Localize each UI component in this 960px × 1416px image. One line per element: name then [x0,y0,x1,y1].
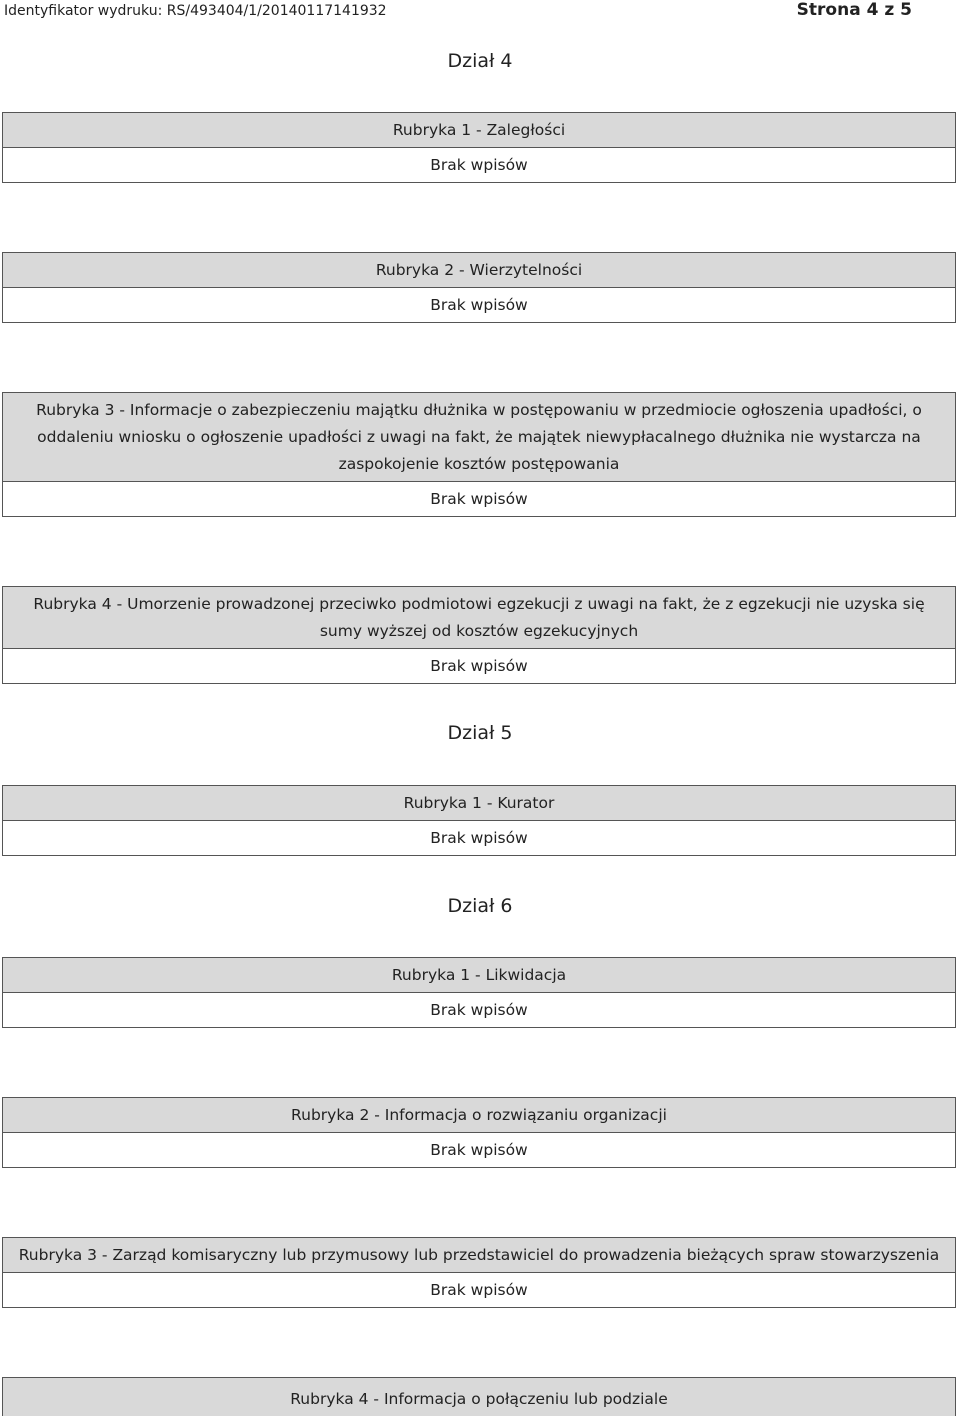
rubric-title: Rubryka 3 - Informacje o zabezpieczeniu majątku dłużnika w postępowaniu w przedmiocie ogłoszenia upadłości, o oddaleniu wniosku o ogłoszenie upadłości z uwagi na fakt, że majątek niewypłacalnego dłużnika nie wystarcza na zaspokojenie kosztów postępowania [3,393,955,482]
rubric-title: Rubryka 1 - Kurator [3,786,955,821]
section-title-dzial-5: Dział 5 [447,722,513,744]
rubric-title: Rubryka 2 - Wierzytelności [3,253,955,288]
rubric-box-d4-r1 [2,112,956,183]
section-title-dzial-4: Dział 4 [447,50,513,72]
rubric-value: Brak wpisów [3,1133,955,1167]
rubric-value: Brak wpisów [3,649,955,683]
rubric-box-d4-r3 [2,392,956,517]
rubric-box-d6-r3 [2,1237,956,1308]
rubric-box-d4-r4 [2,586,956,684]
rubric-box-d6-r2 [2,1097,956,1168]
rubric-title: Rubryka 2 - Informacja o rozwiązaniu organizacji [3,1098,955,1133]
section-title-dzial-6: Dział 6 [447,895,513,917]
rubric-title: Rubryka 1 - Zaległości [3,113,955,148]
rubric-value: Brak wpisów [3,993,955,1027]
rubric-value: Brak wpisów [3,288,955,322]
print-identifier: Identyfikator wydruku: RS/493404/1/20140117141932 [4,3,387,19]
rubric-value: Brak wpisów [3,821,955,855]
rubric-title: Rubryka 4 - Umorzenie prowadzonej przeciwko podmiotowi egzekucji z uwagi na fakt, że z egzekucji nie uzyska się sumy wyższej od kosztów egzekucyjnych [3,587,955,649]
rubric-title: Rubryka 4 - Informacja o połączeniu lub podziale [3,1378,955,1416]
rubric-box-d4-r2 [2,252,956,323]
rubric-box-d6-r4 [2,1377,956,1416]
page-number: Strona 4 z 5 [796,0,912,20]
rubric-value: Brak wpisów [3,482,955,516]
rubric-title: Rubryka 3 - Zarząd komisaryczny lub przymusowy lub przedstawiciel do prowadzenia bieżących spraw stowarzyszenia [3,1238,955,1273]
rubric-value: Brak wpisów [3,1273,955,1307]
rubric-box-d6-r1 [2,957,956,1028]
rubric-box-d5-r1 [2,785,956,856]
rubric-value: Brak wpisów [3,148,955,182]
rubric-title: Rubryka 1 - Likwidacja [3,958,955,993]
